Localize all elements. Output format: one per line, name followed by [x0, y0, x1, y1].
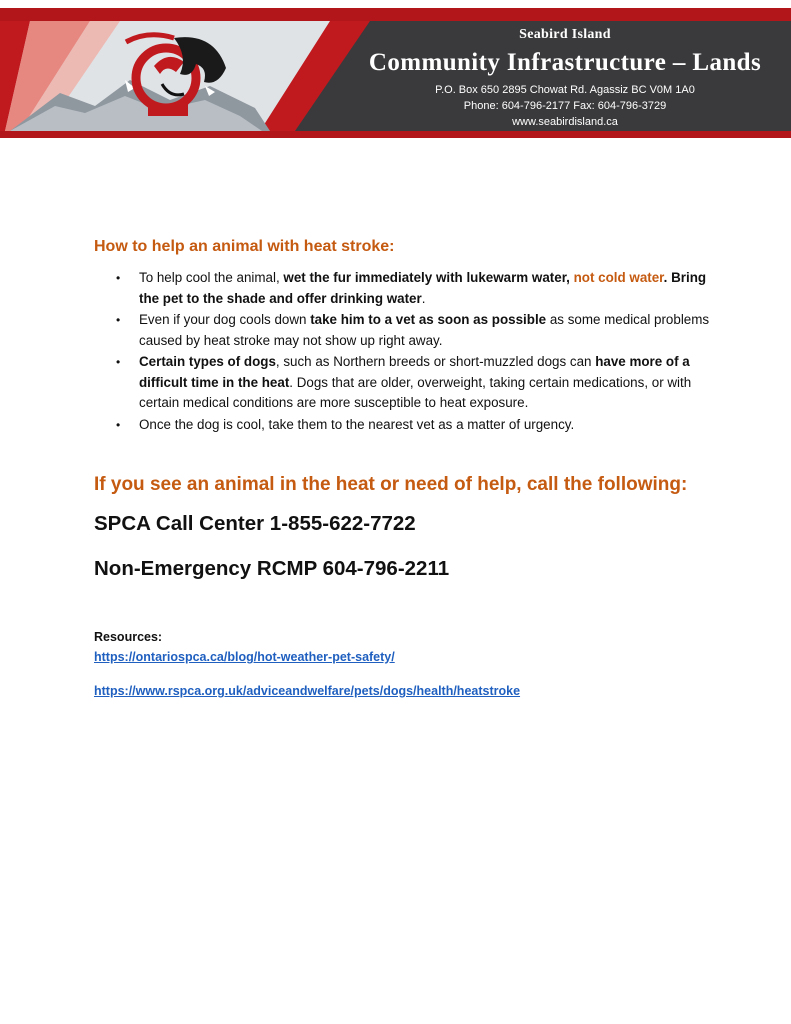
heat-stroke-section — [94, 238, 714, 436]
bullet-icon: • — [116, 271, 121, 285]
resources-label: Resources: — [94, 630, 163, 644]
tip-text: . — [421, 290, 426, 306]
list-item — [94, 268, 714, 309]
tip-bold-text: have more of a difficult time in the heat — [139, 354, 690, 390]
tip-bold-text: wet the fur immediately with lukewarm water, — [283, 270, 574, 285]
tip-bold-text: take him to a vet as soon as possible — [310, 312, 547, 327]
phone-fax-line: Phone: 604-796-2177 Fax: 604-796-3729 — [463, 100, 667, 112]
tip-warning-text: not cold water — [573, 270, 664, 285]
website-line: www.seabirdisland.ca — [512, 116, 618, 128]
bullet-icon: • — [116, 313, 121, 327]
address-line: P.O. Box 650 2895 Chowat Rd. Agassiz BC V0M 1A0 — [435, 84, 695, 96]
heat-stroke-heading: How to help an animal with heat stroke: — [94, 238, 395, 255]
org-name: Seabird Island — [519, 27, 611, 42]
contact-block — [360, 82, 770, 130]
rspca-link[interactable]: https://www.rspca.org.uk/adviceandwelfare/pets/dogs/health/heatstroke — [94, 684, 521, 698]
banner-text-block — [360, 21, 770, 130]
list-item — [94, 415, 714, 436]
rcmp-phone-line: Non-Emergency RCMP 604-796-2211 — [94, 557, 450, 580]
banner-top-stripe — [0, 8, 791, 21]
tip-text: as some medical problems caused by heat stroke may not show up right away. — [139, 312, 710, 348]
tip-text: , such as Northern breeds or short-muzzled dogs can — [275, 354, 596, 369]
eagle-head-logo-icon — [118, 28, 230, 120]
tip-text: Once the dog is cool, take them to the nearest vet as a matter of urgency. — [139, 416, 575, 432]
bullet-icon: • — [116, 355, 121, 369]
tip-text: To help cool the animal, — [139, 270, 284, 285]
call-heading: If you see an animal in the heat or need of help, call the following: — [94, 474, 688, 495]
tip-bold-text: . Bring the pet to the shade and offer drinking water — [139, 270, 707, 306]
department-name: Community Infrastructure – Lands — [368, 49, 762, 76]
ontario-spca-link[interactable]: https://ontariospca.ca/blog/hot-weather-pet-safety/ — [94, 650, 395, 664]
spca-phone-line: SPCA Call Center 1-855-622-7722 — [94, 512, 416, 535]
list-item — [94, 310, 714, 351]
heat-stroke-tips-list — [94, 268, 714, 435]
list-item — [94, 352, 714, 414]
banner-bottom-stripe — [0, 131, 791, 138]
tip-text: Even if your dog cools down — [139, 312, 311, 327]
tip-bold-text: Certain types of dogs — [139, 354, 276, 369]
bullet-icon: • — [116, 417, 121, 432]
header-banner — [0, 8, 791, 138]
tip-text: . Dogs that are older, overweight, taking certain medications, or with certain medical conditions are more susceptible to heat exposure. — [139, 374, 692, 410]
